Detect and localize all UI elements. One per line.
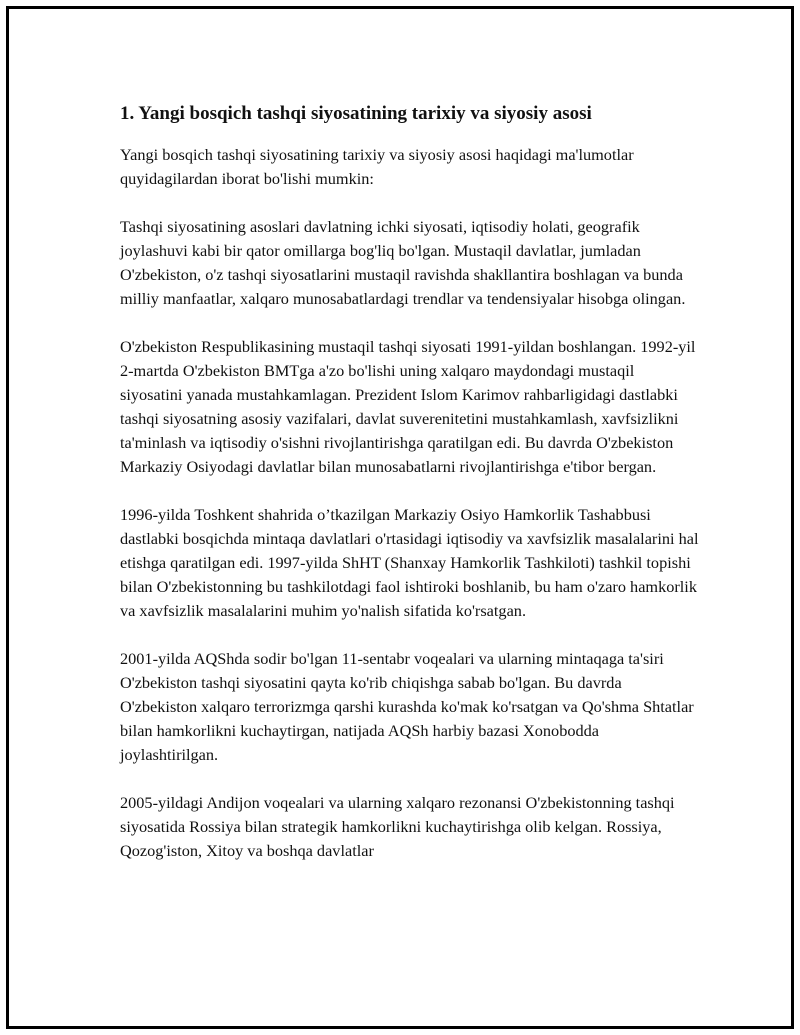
paragraph-independence: O'zbekiston Respublikasining mustaqil tashqi siyosati 1991-yildan boshlangan. 1992-yil 2-martda O'zbekiston BMTga a'zo bo'lishi uning xalqaro maydondagi mustaqil siyosatini yanada mustahkamlagan. Prezident Islom Karimov rahbarligidagi dastlabki tashqi siyosatning asosiy vazifalari, davlat suverenitetini mustahkamlash, xavfsizlikni ta'minlash va iqtisodiy o'sishni rivojlantirishga qaratilgan edi. Bu davrda O'zbekiston Markaziy Osiyodagi davlatlar bilan munosabatlarni rivojlantirishga e'tibor bergan. bbox=[120, 337, 696, 476]
page-frame bbox=[6, 6, 794, 1029]
paragraph-intro: Yangi bosqich tashqi siyosatining tarixiy va siyosiy asosi haqidagi ma'lumotlar quyidagilardan iborat bo'lishi mumkin: bbox=[120, 145, 634, 188]
paragraph-1996-cooperation: 1996-yilda Toshkent shahrida o’tkazilgan Markaziy Osiyo Hamkorlik Tashabbusi dastlabki bosqichda mintaqa davlatlari o'rtasidagi iqtisodiy va xavfsizlik masalalarini hal etishga qaratilgan edi. 1997-yilda ShHT (Shanxay Hamkorlik Tashkiloti) tashkil topishi bilan O'zbekistonning bu tashkilotdagi faol ishtiroki boshlanib, bu ham o'zaro hamkorlik va xavfsizlik masalalarini muhim yo'nalish sifatida ko'rsatgan. bbox=[120, 505, 699, 620]
document-body bbox=[120, 101, 700, 887]
section-heading: 1. Yangi bosqich tashqi siyosatining tarixiy va siyosiy asosi bbox=[120, 103, 592, 124]
paragraph-foundations: Tashqi siyosatining asoslari davlatning ichki siyosati, iqtisodiy holati, geografik joylashuvi kabi bir qator omillarga bog'liq bo'lgan. Mustaqil davlatlar, jumladan O'zbekiston, o'z tashqi siyosatlarini mustaqil ravishda shakllantira boshlagan va bunda milliy manfaatlar, xalqaro munosabatlardagi trendlar va tendensiyalar hisobga olingan. bbox=[120, 217, 686, 308]
paragraph-2005-events: 2005-yildagi Andijon voqealari va ularning xalqaro rezonansi O'zbekistonning tashqi siyosatida Rossiya bilan strategik hamkorlikni kuchaytirishga olib kelgan. Rossiya, Qozog'iston, Xitoy va boshqa davlatlar bbox=[120, 793, 675, 860]
paragraph-2001-events: 2001-yilda AQShda sodir bo'lgan 11-sentabr voqealari va ularning mintaqaga ta'siri O'zbekiston tashqi siyosatini qayta ko'rib chiqishga sabab bo'lgan. Bu davrda O'zbekiston xalqaro terrorizmga qarshi kurashda ko'mak ko'rsatgan va Qo'shma Shtatlar bilan hamkorlikni kuchaytirgan, natijada AQSh harbiy bazasi Xonobodda joylashtirilgan. bbox=[120, 649, 694, 764]
